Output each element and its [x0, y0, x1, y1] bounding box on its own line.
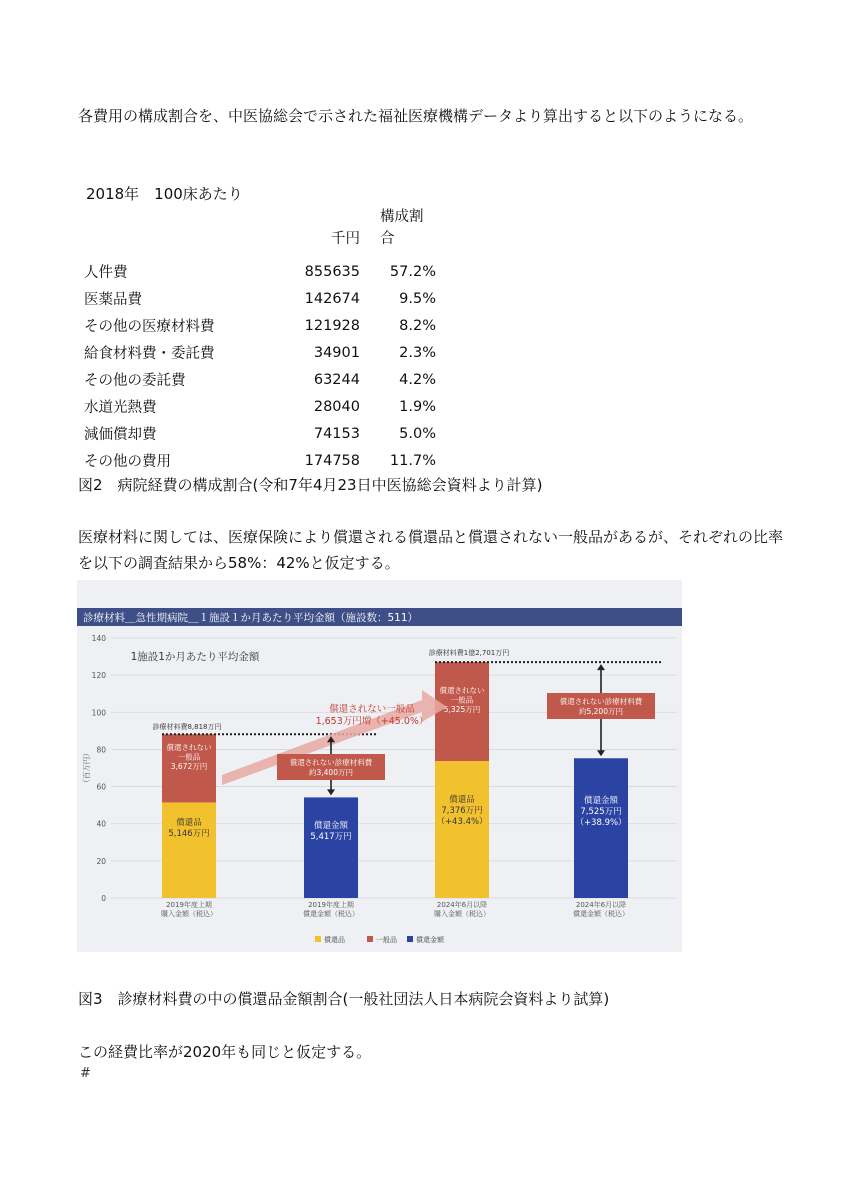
- table-row: [84, 258, 436, 285]
- table-row: [84, 339, 436, 366]
- figure-2-caption: 図2 病院経費の構成割合(令和7年4月23日中医協総会資料より計算): [78, 476, 543, 494]
- data-label: 償還品 5,146万円: [168, 818, 210, 839]
- row-value: 63244: [313, 371, 360, 388]
- chart-title: 診療材料＿急性期病院＿１施設１か月あたり平均金額（施設数：511）: [83, 612, 419, 624]
- row-name: 人件費: [84, 265, 128, 281]
- y-tick-label: 140: [91, 634, 106, 643]
- data-label: 償還金額 5,417万円: [310, 821, 352, 842]
- row-ratio: 57.2%: [389, 263, 436, 280]
- table-header-row: [84, 206, 436, 258]
- bar-segment: [162, 802, 216, 898]
- legend-swatch: [407, 936, 413, 942]
- row-name: 給食材料費・委託費: [84, 346, 215, 362]
- row-name: 減価償却費: [84, 427, 157, 443]
- row-name: その他の委託費: [84, 373, 186, 389]
- data-label: 診療材料費1億2,701万円: [428, 649, 510, 657]
- data-label: 診療材料費8,818万円: [152, 723, 222, 731]
- gap-annotation: 償還されない診療材料費約3,400万円: [289, 758, 373, 777]
- table-row: [84, 285, 436, 312]
- table-row: [84, 420, 436, 447]
- row-ratio: 1.9%: [399, 398, 436, 415]
- y-tick-label: 40: [96, 819, 106, 829]
- legend-swatch: [367, 936, 373, 942]
- data-label: 償還金額 7,525万円（+38.9%）: [575, 796, 627, 828]
- closing-sentence: この経費比率が2020年も同じと仮定する。: [78, 1043, 372, 1061]
- x-tick-label: 2019年度上期購入金額（税込）: [161, 901, 217, 918]
- legend-label: 償還金額: [416, 936, 444, 944]
- hash-mark: #: [80, 1066, 91, 1081]
- row-name: その他の費用: [84, 454, 171, 470]
- materials-paragraph: 医療材料に関しては、医療保険により償還される償還品と償還されない一般品があるが、それぞれの比率を以下の調査結果から58%：42%と仮定する。: [78, 528, 784, 572]
- y-axis-label: （百万円）: [82, 749, 91, 787]
- growth-annotation: 償還されない一般品 1,653万円増（+45.0%）: [315, 704, 429, 727]
- row-value: 74153: [313, 425, 360, 442]
- y-tick-label: 0: [101, 894, 106, 903]
- y-tick-label: 80: [96, 745, 106, 755]
- data-label: 償還品 7,376万円（+43.4%）: [436, 795, 488, 827]
- row-name: その他の医療材料費: [84, 319, 215, 335]
- row-ratio: 8.2%: [399, 317, 436, 334]
- x-tick-label: 2024年6月以降購入金額（税込）: [434, 901, 490, 918]
- table-row: [84, 393, 436, 420]
- bar-segment: [574, 758, 628, 898]
- row-ratio: 9.5%: [399, 290, 436, 307]
- data-label: 償還されない一般品 3,672万円: [166, 743, 212, 771]
- row-ratio: 4.2%: [399, 371, 436, 388]
- y-tick-label: 60: [96, 782, 106, 792]
- column-header-ratio: 構成割合: [380, 209, 424, 247]
- row-name: 水道光熱費: [84, 400, 157, 416]
- row-value: 34901: [313, 344, 360, 361]
- table-row: [84, 312, 436, 339]
- figure-3-caption: 図3 診療材料費の中の償還品金額割合(一般社団法人日本病院会資料より試算): [78, 990, 610, 1008]
- reimbursement-chart: [77, 580, 682, 952]
- bar-segment: [435, 761, 489, 898]
- row-value: 28040: [313, 398, 360, 415]
- cost-table: [84, 206, 436, 474]
- column-header-unit: 千円: [331, 230, 360, 247]
- row-value: 174758: [304, 452, 360, 469]
- row-value: 121928: [304, 317, 360, 334]
- chart-subtitle: 1施設1か月あたり平均金額: [130, 651, 260, 663]
- legend-label: 一般品: [376, 936, 397, 944]
- row-ratio: 5.0%: [399, 425, 436, 442]
- table-row: [84, 447, 436, 474]
- row-ratio: 2.3%: [399, 344, 436, 361]
- row-ratio: 11.7%: [389, 452, 436, 469]
- y-tick-label: 20: [96, 856, 106, 866]
- table-row: [84, 366, 436, 393]
- row-value: 855635: [304, 263, 360, 280]
- x-tick-label: 2019年度上期償還金額（税込）: [303, 901, 359, 918]
- gap-annotation: 償還されない診療材料費約5,200万円: [559, 697, 643, 716]
- data-label: 償還されない一般品 5,325万円: [439, 686, 485, 714]
- y-tick-label: 100: [91, 708, 106, 718]
- legend-label: 償還品: [324, 936, 345, 944]
- chart-photo: [77, 580, 682, 952]
- table-subtitle: 2018年 100床あたり: [86, 185, 243, 203]
- intro-paragraph: 各費用の構成割合を、中医協総会で示された福祉医療機構データより算出すると以下のようになる。: [78, 107, 754, 125]
- bar-segment: [304, 797, 358, 898]
- x-tick-label: 2024年6月以降償還金額（税込）: [573, 901, 629, 918]
- legend-swatch: [315, 936, 321, 942]
- y-tick-label: 120: [91, 671, 106, 681]
- row-name: 医薬品費: [84, 292, 142, 308]
- row-value: 142674: [304, 290, 360, 307]
